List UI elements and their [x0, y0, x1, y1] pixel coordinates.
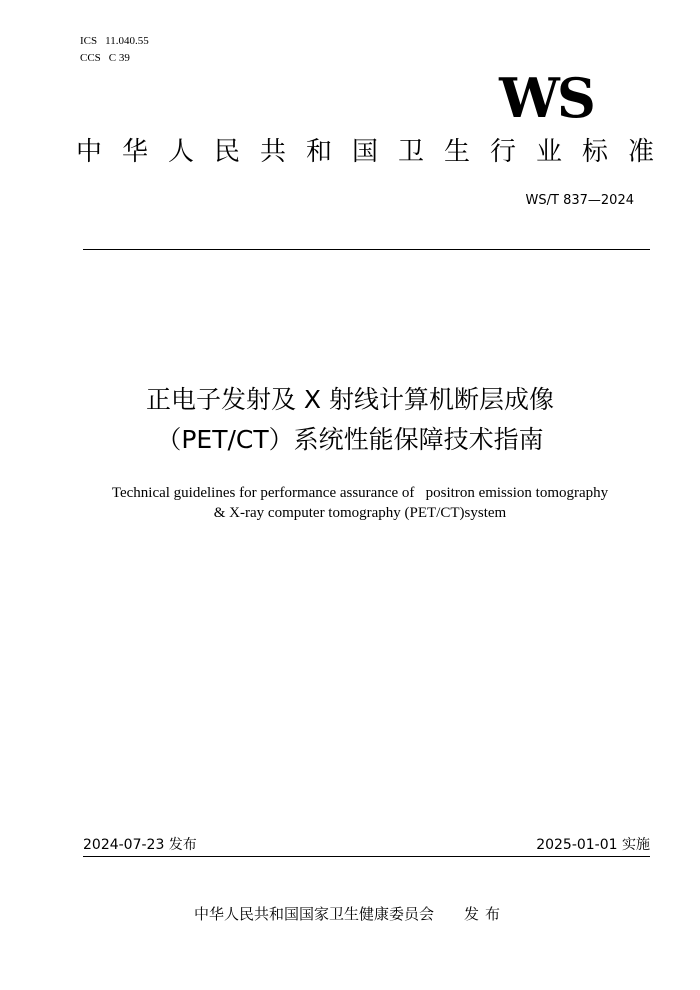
implement-date: 2025-01-01 实施 [536, 837, 650, 853]
chinese-title [0, 380, 700, 460]
ics-value: 11.040.55 [105, 35, 149, 47]
chinese-title-line-1: 正电子发射及 X 射线计算机断层成像 [145, 385, 555, 414]
ccs-code [80, 50, 149, 67]
english-title-line-1: Technical guidelines for performance assurance of positron emission tomography [111, 485, 609, 501]
issuer-name: 中华人民共和国国家卫生健康委员会 [193, 905, 434, 923]
issuer-action: 发布 [464, 905, 507, 923]
standard-number: WS/T 837—2024 [525, 193, 634, 208]
english-title [40, 483, 680, 523]
top-divider [83, 249, 650, 250]
bottom-divider [83, 856, 650, 857]
issuer [0, 903, 700, 925]
ccs-value: C 39 [108, 52, 130, 64]
ws-logo: WS [499, 66, 593, 130]
ics-code [80, 33, 149, 50]
chinese-title-line-2: （PET/CT）系统性能保障技术指南 [156, 425, 544, 454]
classification-codes [80, 33, 149, 67]
ccs-label: CCS [80, 52, 101, 64]
publish-date: 2024-07-23 发布 [83, 837, 197, 853]
english-title-line-2: & X-ray computer tomography (PET/CT)system [213, 505, 507, 521]
standard-category: 中华人民共和国卫生行业标准 [76, 137, 675, 167]
ics-label: ICS [80, 35, 98, 47]
